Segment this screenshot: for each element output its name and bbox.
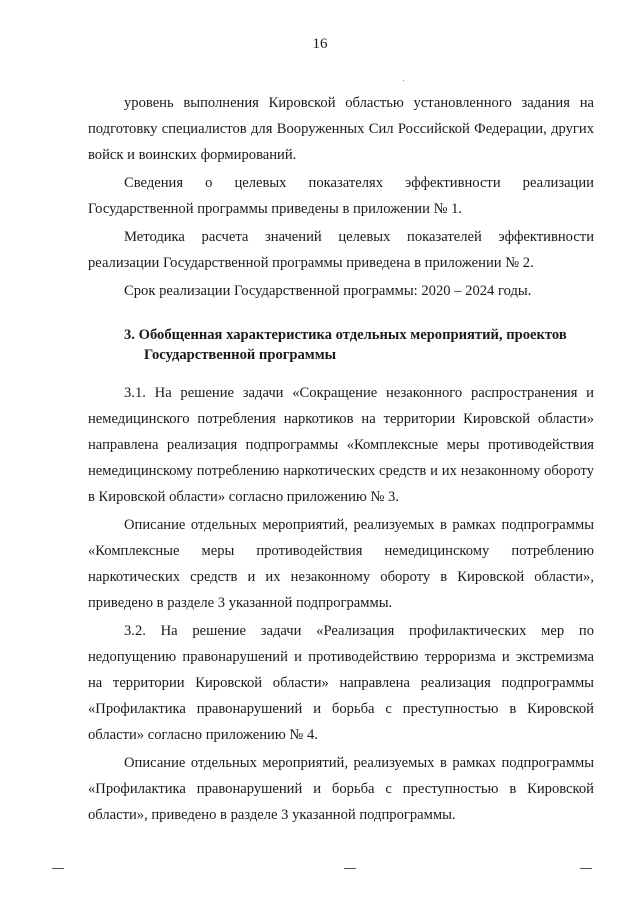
section-heading-line2: Государственной программы xyxy=(144,347,337,363)
scan-mark-left xyxy=(52,868,64,869)
section-heading xyxy=(88,325,594,365)
paragraph-implementation-period: Срок реализации Государственной программы: 2020 – 2024 годы. xyxy=(124,283,532,299)
paragraph-3-1-description: Описание отдельных мероприятий, реализуемых в рамках подпрограммы «Комплексные меры противодействия немедицинскому потреблению наркотических средств и их незаконному обороту в Кировской области», приведено в разделе 3 указанной подпрограммы. xyxy=(88,517,594,611)
paragraph-3-1: 3.1. На решение задачи «Сокращение незаконного распространения и немедицинского потребления наркотиков на территории Кировской области» направлена реализация подпрограммы «Комплексные меры противодействия немедицинскому потреблению наркотических средств и их незаконному обороту в Кировской области» согласно приложению № 3. xyxy=(88,385,594,505)
page-number: 16 xyxy=(312,36,328,52)
document-body xyxy=(88,90,594,828)
paragraph-continuation: уровень выполнения Кировской областью установленного задания на подготовку специалистов для Вооруженных Сил Российской Федерации, других войск и воинских формирований. xyxy=(88,95,594,163)
paragraph-3-2-description: Описание отдельных мероприятий, реализуемых в рамках подпрограммы «Профилактика правонарушений и борьба с преступностью в Кировской области», приведено в разделе 3 указанной подпрограммы. xyxy=(88,755,594,823)
paragraph-methodology: Методика расчета значений целевых показателей эффективности реализации Государственной программы приведена в приложении № 2. xyxy=(88,229,594,271)
paragraph-3-2: 3.2. На решение задачи «Реализация профилактических мер по недопущению правонарушений и противодействию терроризма и экстремизма на территории Кировской области» направлена реализация подпрограммы «Профилактика правонарушений и борьба с преступностью в Кировской области» согласно приложению № 4. xyxy=(88,623,594,743)
section-heading-line1: 3. Обобщенная характеристика отдельных мероприятий, проектов xyxy=(124,327,567,343)
scan-mark-right xyxy=(580,868,592,869)
scan-mark-center xyxy=(344,868,356,869)
scan-speck xyxy=(403,80,404,81)
paragraph-target-indicators: Сведения о целевых показателях эффективности реализации Государственной программы приведены в приложении № 1. xyxy=(88,175,594,217)
